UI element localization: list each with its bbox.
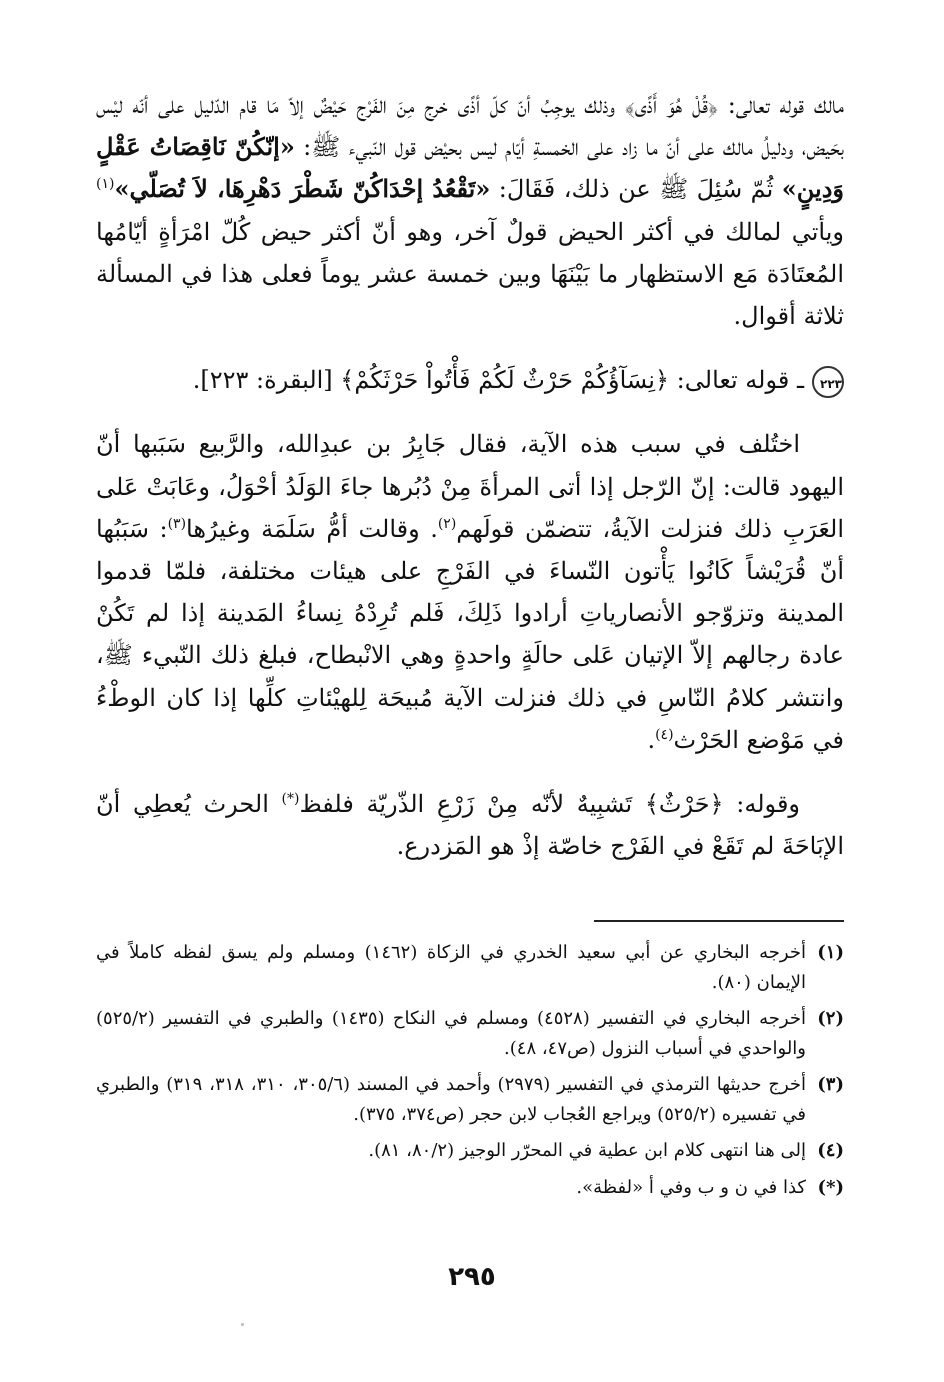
verse-heading <box>96 359 844 401</box>
paragraph-text: . <box>647 725 656 754</box>
footnote-text: أخرجه البخاري في التفسير (٤٥٢٨) ومسلم في النكاح (١٤٣٥) والطبري في التفسير (٥٢٥/٢) والواحدي في أسباب النزول (ص٤٧، ٤٨). <box>96 1008 806 1059</box>
footnote <box>96 1070 844 1129</box>
footnote-text: كذا في ن و ب وفي أ «لفظة». <box>576 1176 806 1198</box>
paragraph-text: . وقالت أمُّ سَلَمَة وغيرُها <box>186 514 438 543</box>
footnote-text: إلى هنا انتهى كلام ابن عطية في المحرّر الوجيز (٨٠/٢، ٨١). <box>368 1140 806 1161</box>
paragraph-text: ويأتي لمالك في أكثر الحيض قولٌ آخر، وهو أنّ أكثر حيض كُلّ امْرَأةٍ أيّامُها المُعتَادَة مَع الاستظهار ما بَيْنَهَا وبين خمسة عشر يوماً فعلى هذا في المسألة ثلاثة أقوال. <box>96 217 844 331</box>
footnote-text: أخرج حديثها الترمذي في التفسير (٢٩٧٩) وأحمد في المسند (٣٠٥/٦، ٣١٠، ٣١٨، ٣١٩) والطبري في تفسيره (٥٢٥/٢) ويراجع العُجاب لابن حجر (ص٣٧٤، ٣٧٥). <box>96 1074 807 1125</box>
verse-number-badge: ٢٢٣ <box>812 366 844 398</box>
paragraph-menstruation <box>96 84 844 337</box>
footnote-separator <box>594 920 844 922</box>
paragraph-text: وقوله: ﴿حَرْثٌ﴾ تَشبِيهٌ لأنّه مِنْ زَرْعِ الذّريّة فلفظ <box>299 790 801 819</box>
hadith-quote: «تَقْعُدُ إحْدَاكُنّ شَطْرَ دَهْرِهَا، لاَ تُصَلّي» <box>114 174 491 204</box>
footnote <box>96 938 844 997</box>
footnote <box>96 1173 844 1203</box>
page-number: ٢٩٥ <box>448 1262 496 1292</box>
footnote-ref[interactable]: (٢) <box>437 515 457 532</box>
paragraph-text: : سَبَبُها أنّ قُرَيْشاً كَانُوا يَأْتون النّساءَ في الفَرْجِ على هيئات مختلفة، فلمّا قدموا المدينة وتزوّجو الأنصارياتِ أرادوا ذَلِكَ، فَلم تُرِدْهُ نِساءُ المَدينة إذا لم تَكُنْ عادة رجالهم إلاّ الإتيان عَلى حالَةٍ واحدةٍ وهي الانْبطاح، فبلغ ذلك النّبيء ﷺ، وانتشر كلامُ النّاسِ في ذلك فنزلت الآية مُبيحَة لِلهيْئاتِ كلِّها إذا كان الوطْءُ في مَوْضع الحَرْث <box>96 514 844 754</box>
footnote <box>96 1136 844 1166</box>
footnote-text: أخرجه البخاري عن أبي سعيد الخدري في الزكاة (١٤٦٢) ومسلم ولم يسق لفظه كاملاً في الإيمان (٨٠). <box>96 942 806 993</box>
footnote-number: (٤) <box>817 1140 844 1161</box>
paragraph-harth <box>96 783 844 867</box>
main-text <box>96 84 844 867</box>
footnote <box>96 1004 844 1063</box>
paragraph-text: اختُلف في سبب هذه الآية، فقال جَابِرُ بن عبدِالله، والرَّبيع سَبَبها أنّ اليهود قالت: إنّ الرّجل إذا أتى المرأةَ مِنْ دُبُرها جاءَ الوَلَدُ أحْوَلُ، وعَابَتْ عَلى العَرَبِ ذلك فنزلت الآيةُ، تتضمّن قولَهم <box>96 430 844 543</box>
verse-heading-text: ـ قوله تعالى: ﴿نِسَآؤُكُمْ حَرْثٌ لَكُمْ فَأْتُواْ حَرْثَكُمْ﴾ [البقرة: ٢٢٣]. <box>192 366 804 395</box>
footnote-ref[interactable]: (١) <box>96 176 115 193</box>
footnote-number: (١) <box>817 942 844 963</box>
paragraph-cause-of-revelation <box>96 423 844 761</box>
scan-speck <box>241 1323 244 1326</box>
paragraph-text: ثُمّ سُئِلَ ﷺ عن ذلك، فَقَالَ: <box>490 175 782 204</box>
footnote-ref[interactable]: (*) <box>281 791 300 808</box>
footnotes <box>96 938 844 1209</box>
footnote-ref[interactable]: (٣) <box>167 515 187 532</box>
footnote-number: (٢) <box>817 1008 844 1029</box>
footnote-number: (*) <box>817 1176 844 1198</box>
paragraph-text: مالك قوله تعالى: ﴿قُلْ هُوَ أَذًى﴾ وذلك يوجِبُ أنّ كلّ أذًى خرج مِنَ الفَرْج حَيْضٌ إلاّ مَا قام الدّليل على أنّه ليْس بحَيض، ودليلُ مالك على أنّ ما زاد على الخمسةِ أيّام ليس بحيْض قول النّبيء ﷺ: <box>96 91 845 162</box>
paragraph-text: الحرث يُعطِي أنّ الإبَاحَةَ لم تَقَعْ في الفَرْج خاصّة إذْ هو المَزدرع. <box>96 790 844 861</box>
footnote-ref[interactable]: (٤) <box>655 726 674 743</box>
footnote-number: (٣) <box>817 1074 844 1095</box>
hadith-quote: «إنّكُنّ نَاقِصَاتُ عَقْلٍ وَدِينٍ» <box>96 132 844 204</box>
